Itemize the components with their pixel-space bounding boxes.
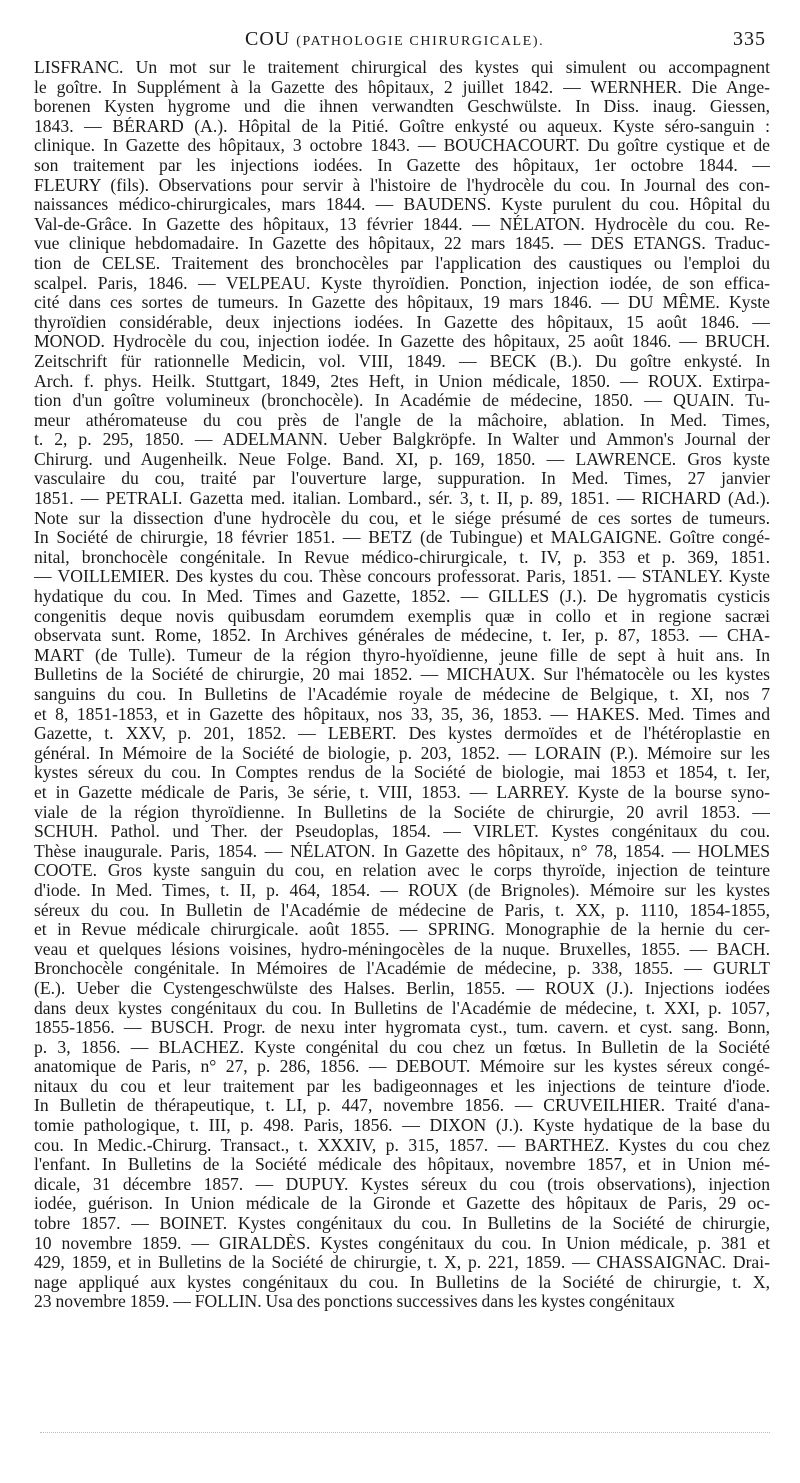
text-line: sanguins du cou. In Bulletins de l'Académie royale de médecine de Belgique, t. XI, nos 7 <box>34 685 770 704</box>
text-line: clinique. In Gazette des hôpitaux, 3 octobre 1843. — BOUCHACOURT. Du goître cystique et de <box>34 136 770 156</box>
text-line: meur athéromateuse du cou près de l'angle de la mâchoire, ablation. In Med. Times, <box>34 410 770 430</box>
text-line: thyroïdien considérable, deux injections iodées. In Gazette des hôpitaux, 15 août 1846. — <box>34 312 770 332</box>
text-line: Gazette, t. XXV, p. 201, 1852. — LEBERT. Des kystes dermoïdes et de l'hétéroplastie en <box>34 724 770 744</box>
running-title-main: COU <box>245 28 291 50</box>
page-number: 335 <box>733 28 766 50</box>
text-line: et in Gazette médicale de Paris, 3e série, t. VIII, 1853. — LARREY. Kyste de la bourse syno- <box>34 782 770 802</box>
text-line: Val-de-Grâce. In Gazette des hôpitaux, 13 février 1844. — NÉLATON. Hydrocèle du cou. Re- <box>34 214 770 234</box>
text-line: iodée, guérison. In Union médicale de la Gironde et Gazette des hôpitaux de Paris, 29 oc- <box>34 1194 770 1214</box>
text-line: In Société de chirurgie, 18 février 1851. — BETZ (de Tubingue) et MALGAIGNE. Goître congé- <box>34 528 770 548</box>
text-line: Arch. f. phys. Heilk. Stuttgart, 1849, 2tes Heft, in Union médicale, 1850. — ROUX. Extirpa- <box>34 371 770 391</box>
text-line: nital, bronchocèle congénitale. In Revue médico-chirurgicale, t. IV, p. 353 et p. 369, 1851. <box>34 547 770 567</box>
text-line: Thèse inaugurale. Paris, 1854. — NÉLATON. In Gazette des hôpitaux, n° 78, 1854. — HOLMES <box>34 841 770 861</box>
text-line: d'iode. In Med. Times, t. II, p. 464, 1854. — ROUX (de Brignoles). Mémoire sur les kystes <box>34 880 770 900</box>
text-line: kystes séreux du cou. In Comptes rendus de la Société de biologie, mai 1853 et 1854, t. Ier, <box>34 763 770 783</box>
text-line: hydatique du cou. In Med. Times and Gazette, 1852. — GILLES (J.). De hygromatis cysticis <box>34 587 770 607</box>
text-line: dicale, 31 décembre 1857. — DUPUY. Kystes séreux du cou (trois observations), injection <box>34 1174 770 1194</box>
text-line: séreux du cou. In Bulletin de l'Académie de médecine de Paris, t. XX, p. 1110, 1854-1855, <box>34 900 770 920</box>
running-header <box>40 28 766 58</box>
text-line: tomie pathologique, t. III, p. 498. Paris, 1856. — DIXON (J.). Kyste hydatique de la base du <box>34 1116 770 1136</box>
text-line: et in Revue médicale chirurgicale. août 1855. — SPRING. Monographie de la hernie du cer- <box>34 920 770 940</box>
page-bottom-rule <box>40 1432 770 1445</box>
text-line: général. In Mémoire de la Société de biologie, p. 203, 1852. — LORAIN (P.). Mémoire sur les <box>34 743 770 763</box>
text-line: borenen Kysten hygrome und die ihnen verwandten Geschwülste. In Diss. inaug. Giessen, <box>34 97 770 117</box>
text-line: tion de CELSE. Traitement des bronchocèles par l'application des caustiques ou l'emploi du <box>34 253 770 273</box>
text-line: MART (de Tulle). Tumeur de la région thyro-hyoïdienne, jeune fille de sept à huit ans. In <box>34 645 770 665</box>
text-line: LISFRANC. Un mot sur le traitement chirurgical des kystes qui simulent ou accompagnent <box>34 58 770 77</box>
text-line: naissances médico-chirurgicales, mars 1844. — BAUDENS. Kyste purulent du cou. Hôpital du <box>34 195 770 215</box>
text-line: dans deux kystes congénitaux du cou. In Bulletins de l'Académie de médecine, t. XXI, p. 1057, <box>34 998 770 1018</box>
running-title-section: (PATHOLOGIE CHIRURGICALE). <box>296 34 545 49</box>
text-line: l'enfant. In Bulletins de la Société médicale des hôpitaux, novembre 1857, et in Union mé- <box>34 1155 770 1175</box>
text-line: son traitement par les injections iodées. In Gazette des hôpitaux, 1er octobre 1844. — <box>34 155 770 175</box>
text-line: Chirurg. und Augenheilk. Neue Folge. Band. XI, p. 169, 1850. — LAWRENCE. Gros kyste <box>34 449 770 469</box>
text-line: FLEURY (fils). Observations pour servir à l'histoire de l'hydrocèle du cou. In Journal des con- <box>34 175 770 195</box>
text-line: Note sur la dissection d'une hydrocèle du cou, et le siége présumé de ces sortes de tumeurs. <box>34 508 770 528</box>
text-line: scalpel. Paris, 1846. — VELPEAU. Kyste thyroïdien. Ponction, injection iodée, de son effica- <box>34 273 770 293</box>
text-line: et 8, 1851-1853, et in Gazette des hôpitaux, nos 33, 35, 36, 1853. — HAKES. Med. Times and <box>34 704 770 724</box>
text-line: cou. In Medic.-Chirurg. Transact., t. XXXIV, p. 315, 1857. — BARTHEZ. Kystes du cou chez <box>34 1135 770 1155</box>
text-line: COOTE. Gros kyste sanguin du cou, en relation avec le corps thyroïde, injection de teinture <box>34 861 770 881</box>
text-line: Bulletins de la Société de chirurgie, 20 mai 1852. — MICHAUX. Sur l'hématocèle ou les kystes <box>34 665 770 685</box>
text-line: viale de la région thyroïdienne. In Bulletins de la Sociéte de chirurgie, 20 avril 1853. — <box>34 802 770 822</box>
text-line: veau et quelques lésions voisines, hydro-méningocèles de la nuque. Bruxelles, 1855. — BACH. <box>34 939 770 959</box>
text-line: tobre 1857. — BOINET. Kystes congénitaux du cou. In Bulletins de la Société de chirurgie, <box>34 1214 770 1234</box>
text-line: — VOILLEMIER. Des kystes du cou. Thèse concours professorat. Paris, 1851. — STANLEY. Kyste <box>34 567 770 587</box>
text-line: le goître. In Supplément à la Gazette des hôpitaux, 2 juillet 1842. — WERNHER. Die Ange- <box>34 77 770 97</box>
text-line: vasculaire du cou, traité par l'ouverture large, suppuration. In Med. Times, 27 janvier <box>34 469 770 489</box>
text-line: MONOD. Hydrocèle du cou, injection iodée. In Gazette des hôpitaux, 25 août 1846. — BRUCH. <box>34 332 770 352</box>
text-line: 1843. — BÉRARD (A.). Hôpital de la Pitié. Goître enkysté ou aqueux. Kyste séro-sanguin : <box>34 116 770 136</box>
text-line: 10 novembre 1859. — GIRALDÈS. Kystes congénitaux du cou. In Union médicale, p. 381 et <box>34 1233 770 1253</box>
bibliography-text <box>34 58 770 1312</box>
text-line: Zeitschrift für rationnelle Medicin, vol. VIII, 1849. — BECK (B.). Du goître enkysté. In <box>34 351 770 371</box>
text-line: In Bulletin de thérapeutique, t. LI, p. 447, novembre 1856. — CRUVEILHIER. Traité d'ana- <box>34 1096 770 1116</box>
text-line: congenitis deque novis quibusdam eorumdem exemplis quæ in collo et in regione sacræi <box>34 606 770 626</box>
text-line: 1851. — PETRALI. Gazetta med. italian. Lombard., sér. 3, t. II, p. 89, 1851. — RICHARD (Ad.). <box>34 489 770 509</box>
text-line: nitaux du cou et leur traitement par les badigeonnages et les injections de teinture d'iode. <box>34 1076 770 1096</box>
text-line: nage appliqué aux kystes congénitaux du cou. In Bulletins de la Société de chirurgie, t. X, <box>34 1272 770 1292</box>
text-line: 1855-1856. — BUSCH. Progr. de nexu inter hygromata cyst., tum. cavern. et cyst. sang. Bonn, <box>34 1018 770 1038</box>
text-line: anatomique de Paris, n° 27, p. 286, 1856. — DEBOUT. Mémoire sur les kystes séreux congé- <box>34 1057 770 1077</box>
running-title <box>245 28 544 51</box>
text-line: SCHUH. Pathol. und Ther. der Pseudoplas, 1854. — VIRLET. Kystes congénitaux du cou. <box>34 822 770 842</box>
text-line: p. 3, 1856. — BLACHEZ. Kyste congénital du cou chez un fœtus. In Bulletin de la Société <box>34 1037 770 1057</box>
text-line: observata sunt. Rome, 1852. In Archives générales de médecine, t. Ier, p. 87, 1853. — CHA- <box>34 626 770 646</box>
text-line: (E.). Ueber die Cystengeschwülste des Halses. Berlin, 1855. — ROUX (J.). Injections iodées <box>34 978 770 998</box>
text-line: Bronchocèle congénitale. In Mémoires de l'Académie de médecine, p. 338, 1855. — GURLT <box>34 959 770 979</box>
text-line: vue clinique hebdomadaire. In Gazette des hôpitaux, 22 mars 1845. — DES ETANGS. Traduc- <box>34 234 770 254</box>
text-line: 429, 1859, et in Bulletins de la Société de chirurgie, t. X, p. 221, 1859. — CHASSAIGNAC. Drai- <box>34 1253 770 1273</box>
text-line: 23 novembre 1859. — FOLLIN. Usa des ponctions successives dans les kystes congénitaux <box>34 1292 675 1312</box>
text-line: t. 2, p. 295, 1850. — ADELMANN. Ueber Balgkröpfe. In Walter und Ammon's Journal der <box>34 430 770 450</box>
text-line: tion d'un goître volumineux (bronchocèle). In Académie de médecine, 1850. — QUAIN. Tu- <box>34 391 770 411</box>
text-line: cité dans ces sortes de tumeurs. In Gazette des hôpitaux, 19 mars 1846. — DU MÊME. Kyste <box>34 293 770 313</box>
